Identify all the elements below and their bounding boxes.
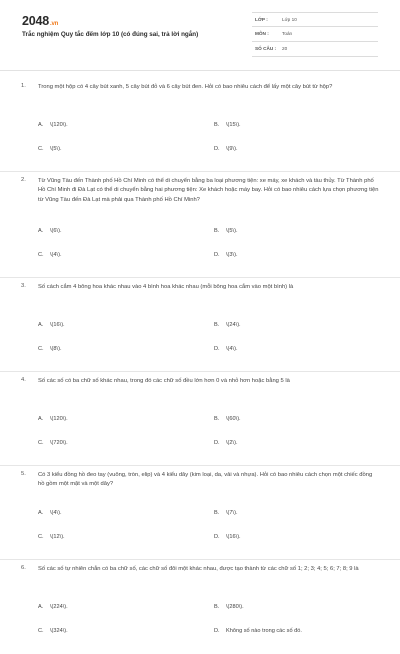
question-3	[0, 278, 400, 372]
question-text: Số các số tự nhiên chẵn có ba chữ số, các chữ số đôi một khác nhau, được tạo thành từ các chữ số 1; 2; 3; 4; 5; 6; 7; 8; 9 là	[38, 566, 359, 572]
question-1	[0, 78, 400, 172]
question-number: 5.	[21, 471, 26, 477]
option-letter: B.	[214, 416, 220, 422]
question-list	[0, 78, 400, 654]
option-c[interactable]	[38, 628, 68, 634]
question-text: Trong một hộp có 4 cây bút xanh, 5 cây bút đỏ và 6 cây bút đen. Hỏi có bao nhiêu cách để lấy một cây bút từ hộp?	[38, 84, 333, 90]
option-text: \(120\).	[50, 416, 68, 422]
question-text: Số cách cắm 4 bông hoa khác nhau vào 4 bình hoa khác nhau (mỗi bông hoa cắm vào một bình) là	[38, 284, 294, 290]
question-text: Số các số có ba chữ số khác nhau, trong đó các chữ số đều lớn hơn 0 và nhỏ hơn hoặc bằng 5 là	[38, 378, 290, 384]
question-number: 6.	[21, 565, 26, 571]
question-2	[0, 172, 400, 278]
option-c[interactable]	[38, 440, 68, 446]
option-b[interactable]	[214, 604, 244, 610]
option-text: \(280\).	[226, 604, 244, 610]
option-text: \(2\).	[226, 440, 238, 446]
option-letter: D.	[214, 534, 220, 540]
info-table	[252, 12, 378, 57]
option-b[interactable]	[214, 416, 241, 422]
option-text: \(5\).	[226, 228, 238, 234]
option-letter: C.	[38, 440, 44, 446]
option-text: \(16\).	[50, 322, 65, 328]
info-label: SỐ CÂU :	[255, 46, 277, 51]
option-letter: C.	[38, 346, 44, 352]
option-text: \(7\).	[226, 510, 238, 516]
option-a[interactable]	[38, 416, 68, 422]
option-letter: B.	[214, 322, 220, 328]
question-text: Từ Vũng Tàu đến Thành phố Hồ Chí Minh có thể di chuyển bằng ba loại phương tiện: xe máy, xe khách và tàu thủy. Từ Thành phố Hồ Chí Minh đi Đà Lạt có thể di chuyển bằng hai phương tiện: Xe khách hoặc máy bay. Hỏi có bao nhiêu cách lựa chọn phương tiện từ Vũng Tàu đến Đà Lạt mà phải qua Thành phố Hồ Chí Minh?	[38, 178, 379, 203]
option-letter: C.	[38, 628, 44, 634]
option-d[interactable]	[214, 534, 241, 540]
option-c[interactable]	[38, 534, 65, 540]
question-6	[0, 560, 400, 654]
option-text: \(224\).	[50, 604, 68, 610]
option-d[interactable]	[214, 146, 238, 152]
question-number: 2.	[21, 177, 26, 183]
option-a[interactable]	[38, 122, 68, 128]
option-a[interactable]	[38, 604, 68, 610]
question-number: 1.	[21, 83, 26, 89]
option-letter: D.	[214, 252, 220, 258]
info-label: LỚP :	[255, 17, 268, 22]
option-b[interactable]	[214, 122, 241, 128]
option-letter: D.	[214, 628, 220, 634]
option-letter: A.	[38, 122, 44, 128]
logo-text: 2048	[22, 14, 50, 28]
info-row-question-count	[252, 42, 378, 57]
option-a[interactable]	[38, 228, 62, 234]
option-c[interactable]	[38, 252, 62, 258]
option-text: \(8\).	[50, 346, 62, 352]
option-letter: A.	[38, 416, 44, 422]
info-value: Toán	[282, 31, 293, 36]
question-number: 3.	[21, 283, 26, 289]
option-letter: C.	[38, 252, 44, 258]
option-letter: A.	[38, 510, 44, 516]
page-title: Trắc nghiệm Quy tắc đếm lớp 10 (có đúng sai, trả lời ngắn)	[22, 31, 199, 38]
option-b[interactable]	[214, 228, 238, 234]
option-a[interactable]	[38, 322, 65, 328]
info-row-class	[252, 12, 378, 27]
option-text: \(15\).	[226, 122, 241, 128]
option-letter: D.	[214, 146, 220, 152]
info-value: 20	[282, 46, 288, 51]
option-text: \(720\).	[50, 440, 68, 446]
option-letter: B.	[214, 228, 220, 234]
option-letter: A.	[38, 228, 44, 234]
option-text: \(16\).	[226, 534, 241, 540]
option-letter: C.	[38, 146, 44, 152]
option-text: \(12\).	[50, 534, 65, 540]
option-text: \(60\).	[226, 416, 241, 422]
option-letter: C.	[38, 534, 44, 540]
option-b[interactable]	[214, 322, 241, 328]
question-text: Có 3 kiểu đồng hồ đeo tay (vuông, tròn, elip) và 4 kiểu dây (kim loại, da, vải và nhựa). Hỏi có bao nhiêu cách chọn một chiếc đồng hồ gồm một mặt và một dây?	[38, 472, 373, 488]
info-label: MÔN :	[255, 31, 269, 36]
option-text: \(6\).	[50, 228, 62, 234]
info-value: Lớp 10	[282, 17, 297, 22]
option-text: \(324\).	[50, 628, 68, 634]
option-d[interactable]	[214, 628, 302, 634]
option-text: \(9\).	[226, 146, 238, 152]
option-d[interactable]	[214, 252, 238, 258]
option-a[interactable]	[38, 510, 62, 516]
option-text: \(24\).	[226, 322, 241, 328]
option-text: \(5\).	[50, 146, 62, 152]
option-letter: D.	[214, 440, 220, 446]
option-text: Không số nào trong các số đó.	[226, 628, 302, 634]
option-text: \(120\).	[50, 122, 68, 128]
question-number: 4.	[21, 377, 26, 383]
option-text: \(4\).	[226, 346, 238, 352]
option-text: \(3\).	[226, 252, 238, 258]
option-b[interactable]	[214, 510, 238, 516]
page-header	[0, 0, 400, 66]
option-d[interactable]	[214, 440, 238, 446]
option-letter: B.	[214, 604, 220, 610]
logo-suffix: .vn	[50, 21, 59, 27]
option-letter: A.	[38, 604, 44, 610]
option-letter: B.	[214, 122, 220, 128]
option-d[interactable]	[214, 346, 238, 352]
question-4	[0, 372, 400, 466]
option-c[interactable]	[38, 146, 62, 152]
site-logo[interactable]	[22, 14, 58, 28]
option-text: \(4\).	[50, 252, 62, 258]
option-letter: A.	[38, 322, 44, 328]
question-5	[0, 466, 400, 560]
option-text: \(4\).	[50, 510, 62, 516]
option-c[interactable]	[38, 346, 62, 352]
option-letter: D.	[214, 346, 220, 352]
info-row-subject	[252, 27, 378, 42]
option-letter: B.	[214, 510, 220, 516]
header-divider	[0, 70, 400, 71]
